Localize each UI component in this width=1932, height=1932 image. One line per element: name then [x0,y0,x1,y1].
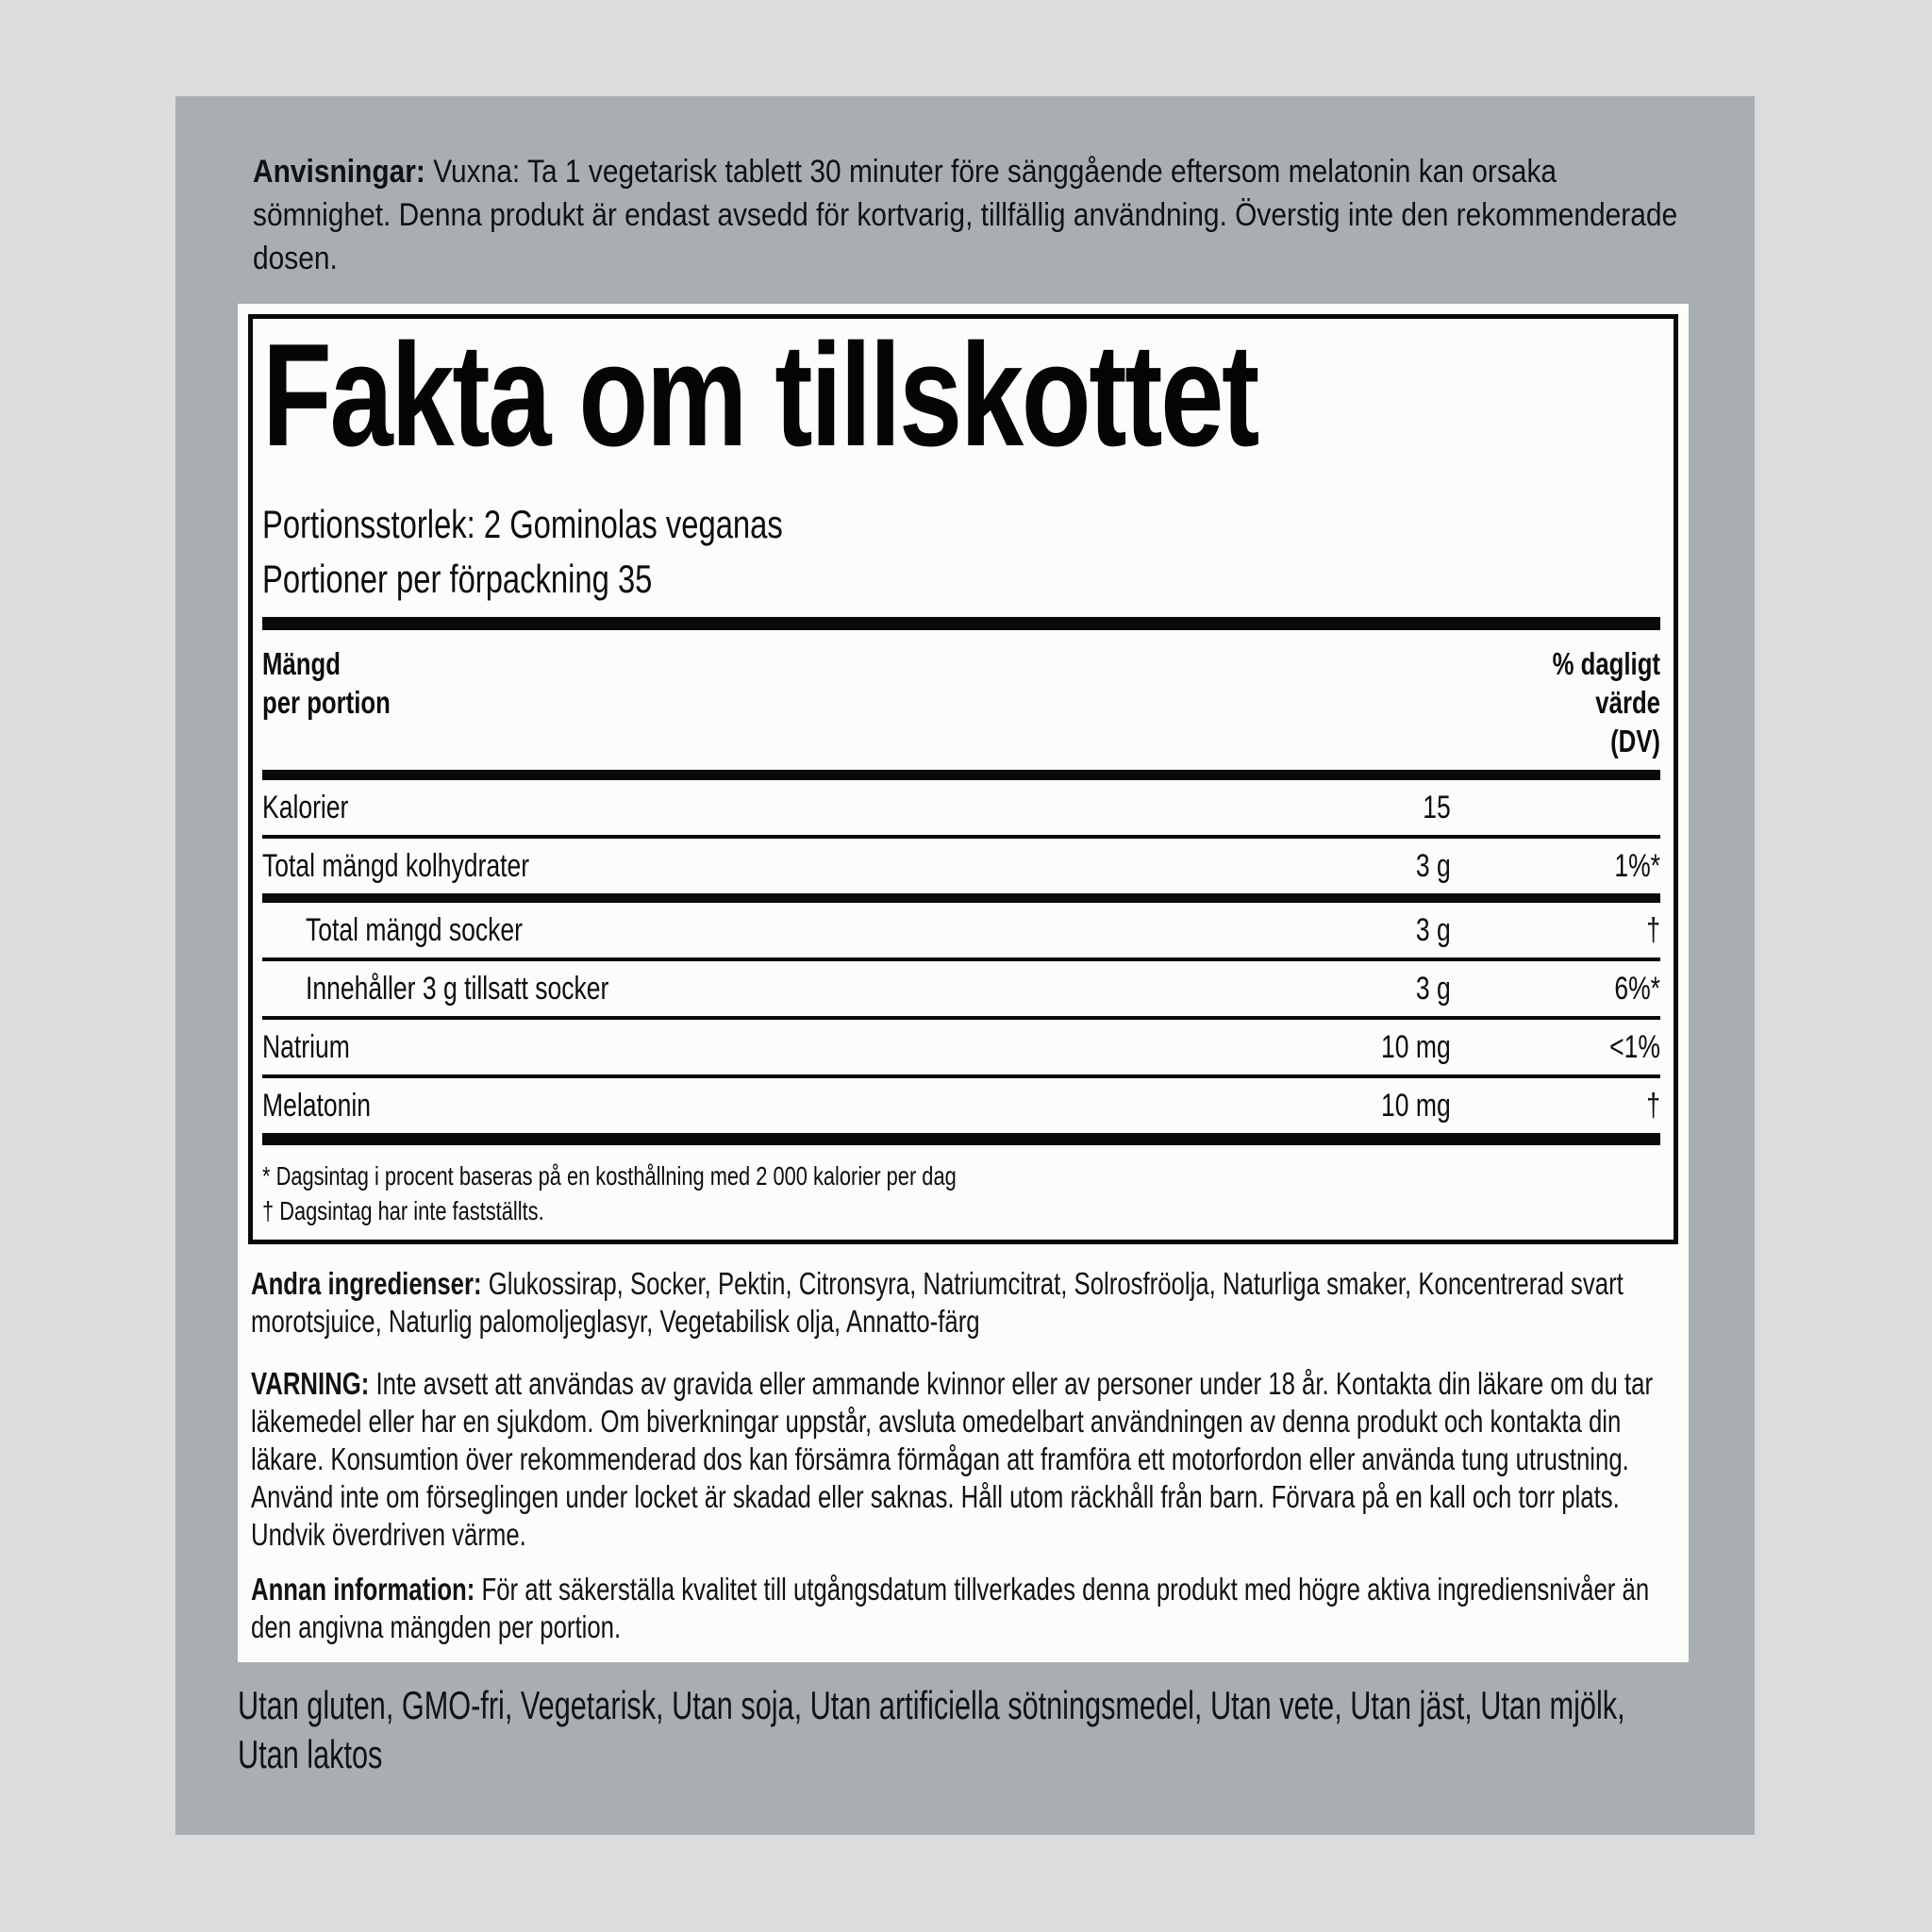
servings-per-container: Portioner per förpackning 35 [262,557,653,601]
dv-header-line1: % dagligt [1552,646,1660,681]
facts-title: Fakta om tillskottet [262,313,1257,476]
amount-value: 10 mg [1380,1028,1451,1065]
label-background [175,96,1755,1835]
nutrient-row-melatonin [262,1078,1660,1133]
amount-value: 3 g [1415,847,1451,884]
allergen-claims [238,1681,1709,1779]
nutrient-name: Total mängd kolhydrater [262,847,530,884]
amount-header-line2: per portion [262,685,391,720]
nutrient-row-socker [262,903,1660,958]
amount-value: 3 g [1415,911,1451,948]
footnote-dagger: † Dagsintag har inte fastställts. [262,1196,544,1225]
other-information-paragraph [251,1571,1693,1646]
supplement-facts-content [262,313,1660,1228]
directions-paragraph [253,150,1689,280]
dv-header-line3: (DV) [1610,724,1660,758]
footnotes [262,1145,1660,1228]
daily-value-header [1553,644,1660,760]
other-information-text: För att säkerställa kvalitet till utgångsdatum tillverkades denna produkt med högre aktiva ingrediensnivåer än den angivna mängden per portion. [251,1572,1650,1644]
warning-text: Inte avsett att användas av gravida eller ammande kvinnor eller av personer under 18 år. Kontakta din läkare om du tar läkemedel eller har en sjukdom. Om biverkningar uppstår, avsluta omedelbart användningen av denna produkt och kontakta din läkare. Konsumtion över rekommenderad dos kan försämra förmågan att framföra ett motorfordon eller använda tung utrustning. Använd inte om förseglingen under locket är skadad eller saknas. Håll utom räckhåll från barn. Förvara på en kall och torr plats. Undvik överdriven värme. [251,1366,1654,1552]
other-ingredients-paragraph [251,1265,1693,1341]
amount-value: 10 mg [1380,1087,1451,1124]
directions-label: Anvisningar: [253,154,425,190]
nutrient-row-kalorier [262,780,1660,835]
amount-value: 3 g [1415,970,1451,1007]
dv-value: <1% [1609,1028,1660,1065]
supplement-facts-box [248,314,1678,1244]
amount-header-line1: Mängd [262,646,341,681]
dv-value: 6%* [1614,970,1660,1007]
directions-text: Vuxna: Ta 1 vegetarisk tablett 30 minuter före sänggående eftersom melatonin kan orsaka sömnighet. Denna produkt är endast avsedd för kortvarig, tillfällig användning. Överstig inte den rekommenderade dosen. [253,154,1678,276]
footnote-asterisk: * Dagsintag i procent baseras på en kosthållning med 2 000 kalorier per dag [262,1161,957,1191]
nutrient-name: Kalorier [262,789,349,825]
nutrient-name: Total mängd socker [306,911,523,948]
amount-per-serving-header [262,644,391,760]
other-information-label: Annan information: [251,1572,475,1607]
allergen-claims-text: Utan gluten, GMO-fri, Vegetarisk, Utan soja, Utan artificiella sötningsmedel, Utan vete, Utan jäst, Utan mjölk, Utan laktos [238,1683,1625,1776]
nutrient-name: Innehåller 3 g tillsatt socker [306,970,609,1007]
nutrient-row-kolhydrater [262,839,1660,893]
supplement-facts-panel [238,304,1689,1662]
dv-header-line2: värde [1595,685,1660,720]
other-ingredients-label: Andra ingredienser: [251,1266,482,1301]
other-ingredients-text: Glukossirap, Socker, Pektin, Citronsyra, Natriumcitrat, Solrosfröolja, Naturliga smaker, Koncentrerad svart morotsjuice, Naturlig palomoljeglasyr, Vegetabilisk olja, Annatto-färg [251,1266,1624,1339]
row-divider-thick [262,893,1660,903]
nutrient-row-tillsatt-socker [262,961,1660,1016]
nutrient-row-natrium [262,1020,1660,1074]
dv-value: 1%* [1614,847,1660,884]
dv-value: † [1646,911,1660,948]
dv-value: † [1646,1087,1660,1124]
nutrient-name: Melatonin [262,1087,371,1124]
serving-size: Portionsstorlek: 2 Gominolas veganas [262,502,783,546]
nutrient-name: Natrium [262,1028,350,1065]
amount-value: 15 [1423,789,1451,825]
table-header [262,630,1660,770]
warning-label: VARNING: [251,1366,370,1401]
divider-heavy-top [262,617,1660,630]
divider-header [262,770,1660,780]
row-divider-bottom [262,1133,1660,1145]
warning-paragraph [251,1365,1693,1554]
